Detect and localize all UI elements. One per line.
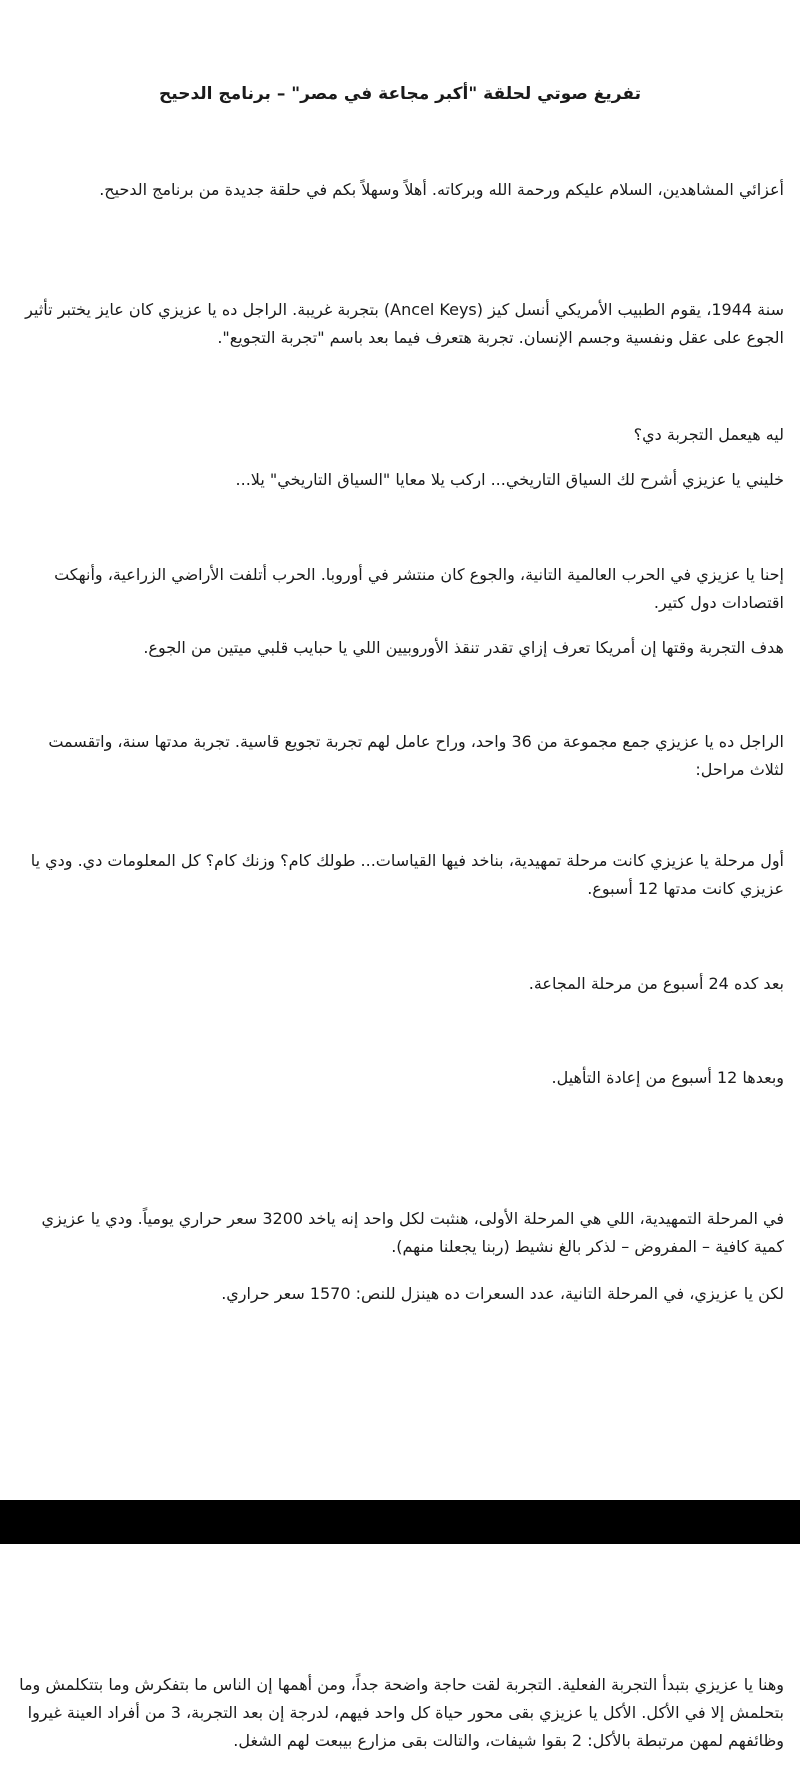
- paragraph-context: خليني يا عزيزي أشرح لك السياق التاريخي... اركب يلا معايا "السياق التاريخي" يلا...: [235, 470, 784, 489]
- paragraph-question: ليه هيعمل التجربة دي؟: [633, 425, 784, 444]
- paragraph-ancel-keys: سنة 1944، يقوم الطبيب الأمريكي أنسل كيز (Ancel Keys) بتجربة غريبة. الراجل ده يا عزيزي كان عايز يختبر تأثير الجوع على عقل ونفسية وجسم الإنسان. تجربة هتعرف فيما بعد باسم "تجربة التجويع".: [25, 300, 784, 347]
- paragraph-calories-1570: لكن يا عزيزي، في المرحلة التانية، عدد السعرات ده هينزل للنص: 1570 سعر حراري.: [221, 1284, 784, 1303]
- document-page-2: [0, 1544, 800, 1777]
- paragraph-goal: هدف التجربة وقتها إن أمريكا تعرف إزاي تقدر تنقذ الأوروبيين اللي يا حبايب قلبي ميتين من الجوع.: [143, 638, 784, 657]
- paragraph-calories-3200: في المرحلة التمهيدية، اللي هي المرحلة الأولى، هنثبت لكل واحد إنه ياخد 3200 سعر حراري يومياً. ودي يا عزيزي كمية كافية – المفروض – لذكر بالغ نشيط (ربنا يجعلنا منهم).: [41, 1209, 784, 1256]
- paragraph-phase-one: أول مرحلة يا عزيزي كانت مرحلة تمهيدية، بناخد فيها القياسات... طولك كام؟ وزنك كام؟ كل المعلومات دي. ودي يا عزيزي كانت مدتها 12 أسبوع.: [30, 851, 784, 898]
- page-break-divider: [0, 1500, 800, 1544]
- paragraph-phase-two: بعد كده 24 أسبوع من مرحلة المجاعة.: [528, 974, 784, 993]
- paragraph-greeting: أعزائي المشاهدين، السلام عليكم ورحمة الله وبركاته. أهلاً وسهلاً بكم في حلقة جديدة من برنامج الدحيح.: [99, 180, 784, 199]
- paragraph-experiment-results: وهنا يا عزيزي بتبدأ التجربة الفعلية. التجربة لقت حاجة واضحة جداً، ومن أهمها إن الناس ما بتفكرش وما بتتكلمش وما بتحلمش إلا في الأكل. الأكل يا عزيزي بقى محور حياة كل واحد فيهم، لدرجة إن بعد التجربة، 3 من أفراد العينة غيروا وظائفهم لمهن مرتبطة بالأكل: 2 بقوا شيفات، والتالت بقى مزارع بيبعت لهم الشغل.: [19, 1675, 784, 1750]
- document-title: تفريغ صوتي لحلقة "أكبر مجاعة في مصر" – برنامج الدحيح: [159, 84, 641, 104]
- paragraph-phase-three: وبعدها 12 أسبوع من إعادة التأهيل.: [551, 1068, 784, 1087]
- paragraph-ww2: إحنا يا عزيزي في الحرب العالمية التانية، والجوع كان منتشر في أوروبا. الحرب أتلفت الأراضي الزراعية، وأنهكت اقتصادات دول كتير.: [54, 565, 784, 612]
- paragraph-36-people: الراجل ده يا عزيزي جمع مجموعة من 36 واحد، وراح عامل لهم تجربة تجويع قاسية. تجربة مدتها سنة، واتقسمت لثلاث مراحل:: [48, 732, 784, 779]
